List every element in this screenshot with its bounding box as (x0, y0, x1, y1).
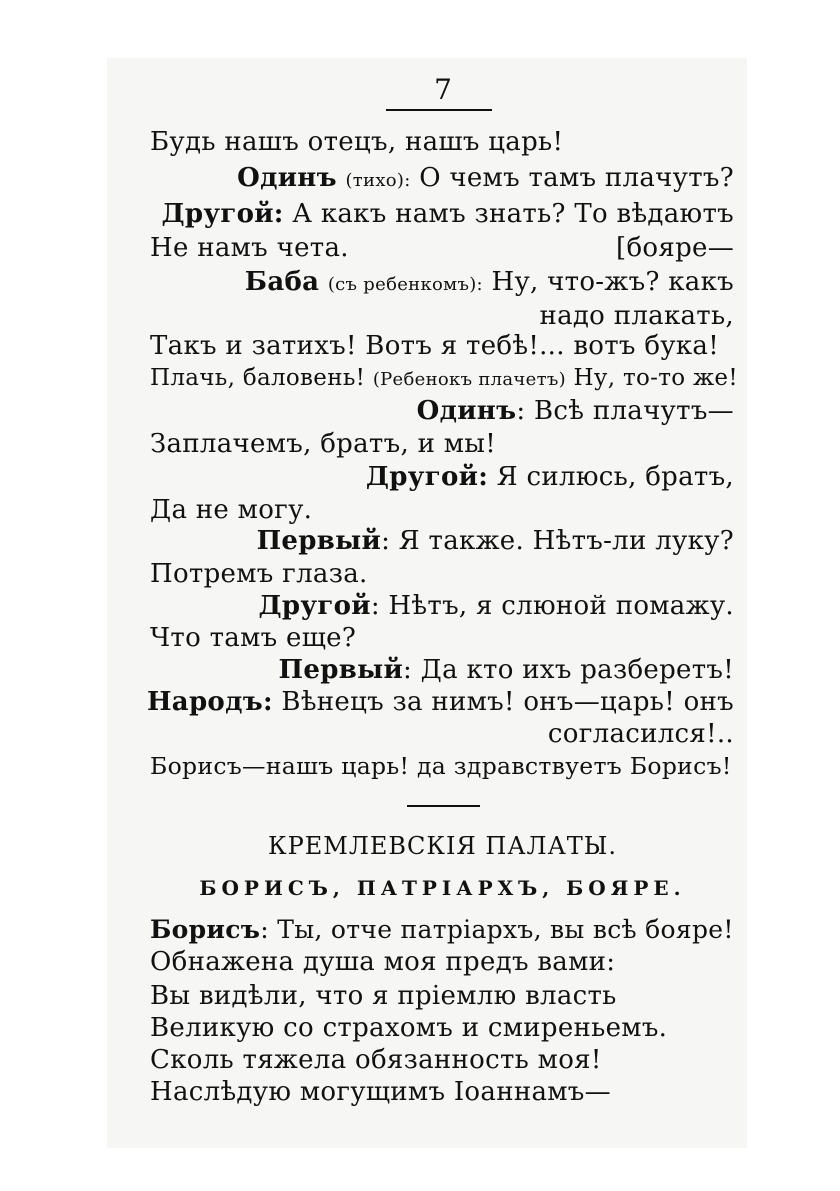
page-number-rule (386, 109, 492, 111)
verse-line (417, 395, 734, 427)
line-text: Ну, то-то же! (565, 365, 738, 391)
line-text: О чемъ тамъ плачутъ? (410, 163, 734, 193)
verse-line (150, 622, 356, 654)
line-text: Вы видѣли, что я пріемлю власть (150, 981, 617, 1011)
line-text: : Нѣтъ, я слюной помажу. (370, 591, 734, 621)
line-text: Наслѣдую могущимъ Іоаннамъ— (150, 1077, 611, 1107)
stage-direction: (съ ребенкомъ): (327, 274, 483, 295)
verse-line (366, 461, 734, 493)
line-text: Сколь тяжела обязанность моя! (150, 1045, 602, 1075)
line-text: : Ты, отче патріархъ, вы всѣ бояре! (260, 915, 734, 944)
speaker-name: Баба (244, 267, 320, 297)
line-text: [бояре— (616, 233, 734, 263)
line-text: Борисъ—нашъ царь! да здравствуетъ Борисъ! (150, 752, 732, 780)
page-number: 7 (434, 73, 452, 106)
line-text: Да не могу. (150, 495, 313, 525)
verse-line (150, 1044, 602, 1076)
verse-line (150, 428, 496, 460)
line-text: А какъ намъ знать? То вѣдаютъ (283, 199, 734, 229)
verse-line (147, 686, 734, 718)
verse-line (150, 914, 734, 946)
speaker-name: Другой (258, 591, 371, 621)
verse-line (150, 750, 732, 782)
stage-direction: (тихо): (345, 170, 411, 191)
verse-line (539, 300, 734, 332)
line-text: Ну, что-жъ? какъ (482, 267, 734, 297)
verse-line (237, 162, 734, 197)
line-text: Вѣнецъ за нимъ! онъ—царь! онъ (272, 687, 734, 717)
line-text: Такъ и затихъ! Вотъ я тебѣ!... вотъ бука! (150, 331, 719, 361)
line-text: Обнажена душа моя предъ вами: (150, 947, 616, 977)
verse-line (150, 126, 563, 158)
line-text: Не намъ чета. (150, 233, 349, 263)
line-text: надо плакать, (539, 301, 734, 331)
stage-direction: (Ребенокъ плачетъ) (372, 369, 566, 390)
scene-heading: КРЕМЛЕВСКІЯ ПАЛАТЫ. (268, 832, 617, 860)
verse-line (150, 362, 738, 396)
verse-line (150, 232, 349, 264)
line-text: Что тамъ еще? (150, 623, 357, 653)
speaker-name: Первый (278, 655, 404, 685)
speaker-name: Борисъ (150, 915, 261, 944)
verse-line (259, 590, 735, 622)
line-text: Плачь, баловень! (150, 365, 366, 391)
speaker-name: Первый (256, 526, 382, 556)
speaker-name: Одинъ (416, 396, 517, 426)
verse-line (150, 980, 617, 1012)
verse-line (150, 1076, 611, 1108)
verse-line (150, 494, 312, 526)
line-text: Потремъ глаза. (150, 559, 368, 589)
line-text: : Да кто ихъ разберетъ! (403, 655, 734, 685)
verse-line (150, 558, 368, 590)
line-text: Заплачемъ, братъ, и мы! (150, 429, 497, 459)
verse-line (162, 198, 735, 230)
verse-line (245, 266, 734, 301)
verse-line (150, 946, 615, 978)
line-text: Великую со страхомъ и смиреньемъ. (150, 1013, 668, 1043)
speaker-name: Другой: (365, 462, 489, 492)
speaker-name: Народъ: (146, 687, 273, 717)
verse-line (257, 525, 734, 557)
line-text: Я силюсь, братъ, (488, 462, 734, 492)
scene-cast: БОРИСЪ, ПАТРІАРХЪ, БОЯРЕ. (199, 876, 686, 900)
verse-line (548, 718, 734, 750)
speaker-name: Одинъ (237, 163, 337, 193)
speaker-name: Другой: (161, 199, 284, 229)
section-divider (407, 805, 480, 807)
line-text: : Всѣ плачутъ— (516, 396, 734, 426)
verse-line (616, 232, 734, 264)
verse-line (150, 1012, 667, 1044)
line-text: Будь нашъ отецъ, нашъ царь! (150, 127, 564, 157)
verse-line (279, 654, 734, 686)
line-text: : Я также. Нѣтъ-ли луку? (381, 526, 734, 556)
verse-line (150, 330, 719, 362)
line-text: согласился!.. (547, 719, 734, 749)
